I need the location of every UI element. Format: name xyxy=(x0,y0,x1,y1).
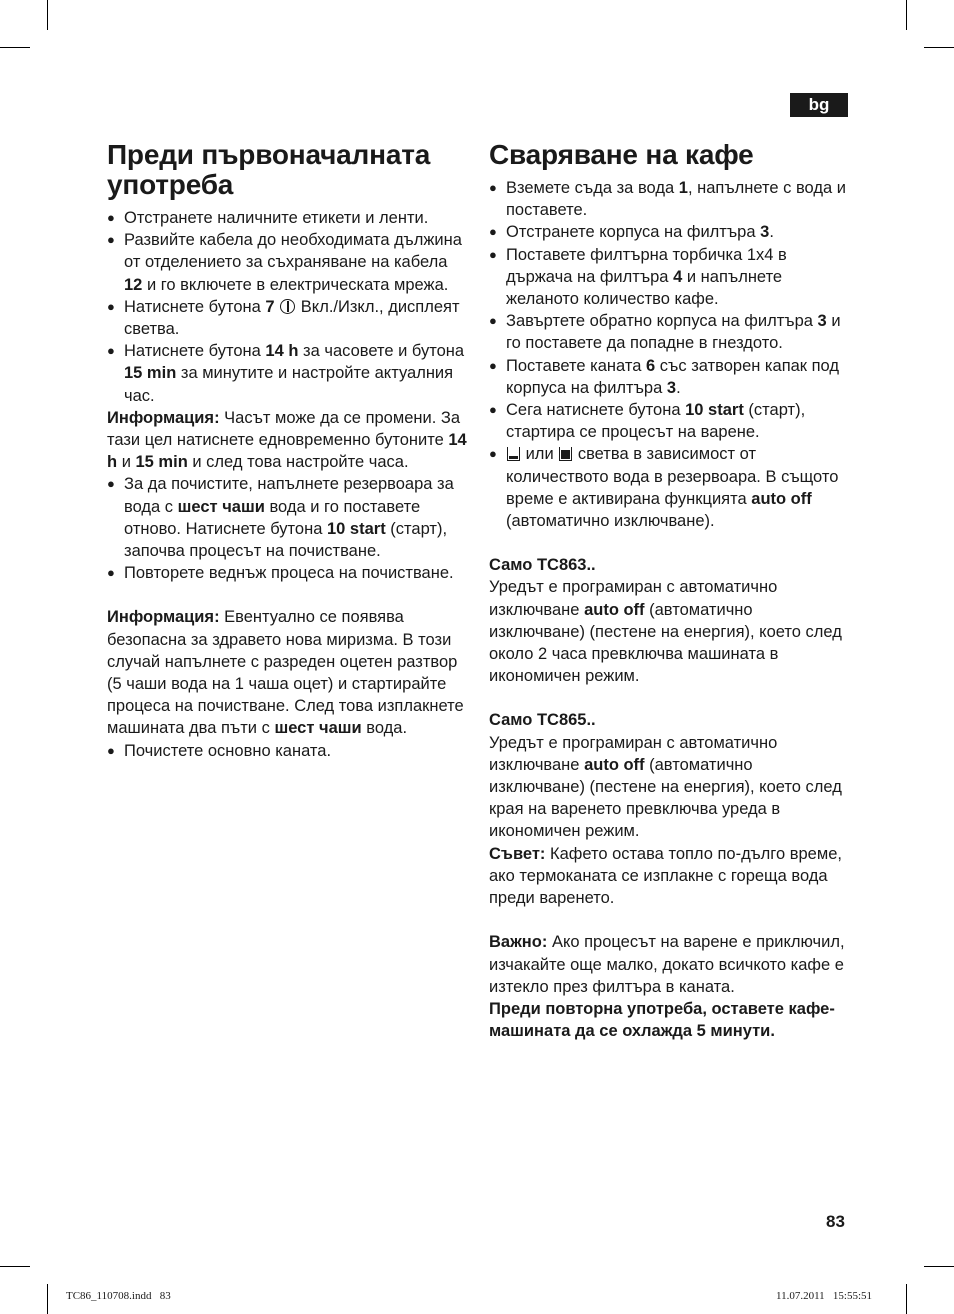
list-item: ● Отстранете корпуса на филтъра 3. xyxy=(489,221,851,243)
list-item: ● Повторете веднъж процеса на почистване. xyxy=(107,562,467,584)
info-note-smell: Информация: Евентуално се появява безопасна за здравето нова миризма. В този случай напълнете с разреден оцетен разтвор (5 чаши вода на 1 чаша оцет) и стартирайте процеса на почистване. След това изплакнете машината два пъти с шест чаши вода. xyxy=(107,608,464,738)
list-item: ● Развийте кабела до необходимата дължина от отделението за съхраняване на кабела 12 и го включете в електрическата мрежа. xyxy=(107,229,467,296)
list-item: ● За да почистите, напълнете резервоара за вода с шест чаши вода и го поставете отново. Натиснете бутона 10 start (старт), започва процесът на почистване. xyxy=(107,473,467,562)
tip-note: Съвет: Кафето остава топло по-дълго време, ако термоканата се изплакне с гореща вода преди варенето. xyxy=(489,844,842,908)
list-item: ● Натиснете бутона 14 h за часовете и бутона 15 min за минутите и настройте актуалния час. xyxy=(107,340,467,407)
crop-mark xyxy=(924,47,954,48)
list-item: ● Натиснете бутона 7 Вкл./Изкл., дисплеят светва. xyxy=(107,296,467,340)
crop-mark xyxy=(0,1266,30,1267)
language-badge: bg xyxy=(790,93,848,117)
tc865-heading: Само TC865.. xyxy=(489,711,596,730)
cleaning-steps xyxy=(107,473,467,584)
crop-mark xyxy=(924,1266,954,1267)
crop-mark xyxy=(47,0,48,30)
cup-full-icon xyxy=(559,447,572,461)
power-icon xyxy=(280,299,295,314)
first-use-steps xyxy=(107,207,467,407)
final-step xyxy=(107,740,467,762)
list-item: ● Поставете каната 6 със затворен капак под корпуса на филтъра 3. xyxy=(489,355,851,399)
brewing-steps xyxy=(489,177,851,532)
list-item: ● Поставете филтърна торбичка 1x4 в държача на филтъра 4 и напълнете желаното количество кафе. xyxy=(489,244,851,311)
crop-mark xyxy=(0,47,30,48)
list-item: ● Сега натиснете бутона 10 start (старт), стартира се процесът на варене. xyxy=(489,399,851,443)
right-column xyxy=(489,140,851,1042)
section-title-first-use: Преди първоначалната употреба xyxy=(107,139,431,200)
footer-timestamp: 11.07.2011 15:55:51 xyxy=(776,1290,873,1302)
list-item: ● Почистете основно каната. xyxy=(107,740,467,762)
info-note-clock: Информация: Часът може да се промени. За тази цел натиснете едновременно бутоните 14 h и 15 min и след това настройте часа. xyxy=(107,408,467,472)
section-title-brewing: Сваряване на кафе xyxy=(489,139,754,170)
page-number: 83 xyxy=(826,1212,845,1231)
tc863-heading: Само TC863.. xyxy=(489,556,596,575)
list-item: ● Завъртете обратно корпуса на филтъра 3 и го поставете да попадне в гнездото. xyxy=(489,310,851,354)
list-item: ● Вземете съда за вода 1, напълнете с вода и поставете. xyxy=(489,177,851,221)
list-item: ● или светва в зависимост от количеството вода в резервоара. В същото време е активирана функцията auto off (автоматично изключване). xyxy=(489,443,851,532)
important-note: Важно: Ако процесът на варене е приключил, изчакайте още малко, докато всичкото кафе е изтекло през филтъра в каната. xyxy=(489,933,845,996)
tc865-text: Уредът е програмиран с автоматично изключване auto off (автоматично изключване) (пестене на енергия), което след края на варенето превключва уреда в икономичен режим. xyxy=(489,733,842,841)
footer-filename: TC86_110708.indd 83 xyxy=(66,1290,171,1302)
left-column xyxy=(107,140,467,762)
crop-mark xyxy=(906,1284,907,1314)
list-item: ● Отстранете наличните етикети и ленти. xyxy=(107,207,467,229)
crop-mark xyxy=(906,0,907,30)
tc863-text: Уредът е програмиран с автоматично изключване auto off (автоматично изключване) (пестене на енергия), което след около 2 часа превключва машината в икономичен режим. xyxy=(489,578,842,686)
warning-note: Преди повторна употреба, оставете кафе-машината да се охлажда 5 минути. xyxy=(489,999,835,1041)
crop-mark xyxy=(47,1284,48,1314)
cup-half-icon xyxy=(507,447,520,461)
